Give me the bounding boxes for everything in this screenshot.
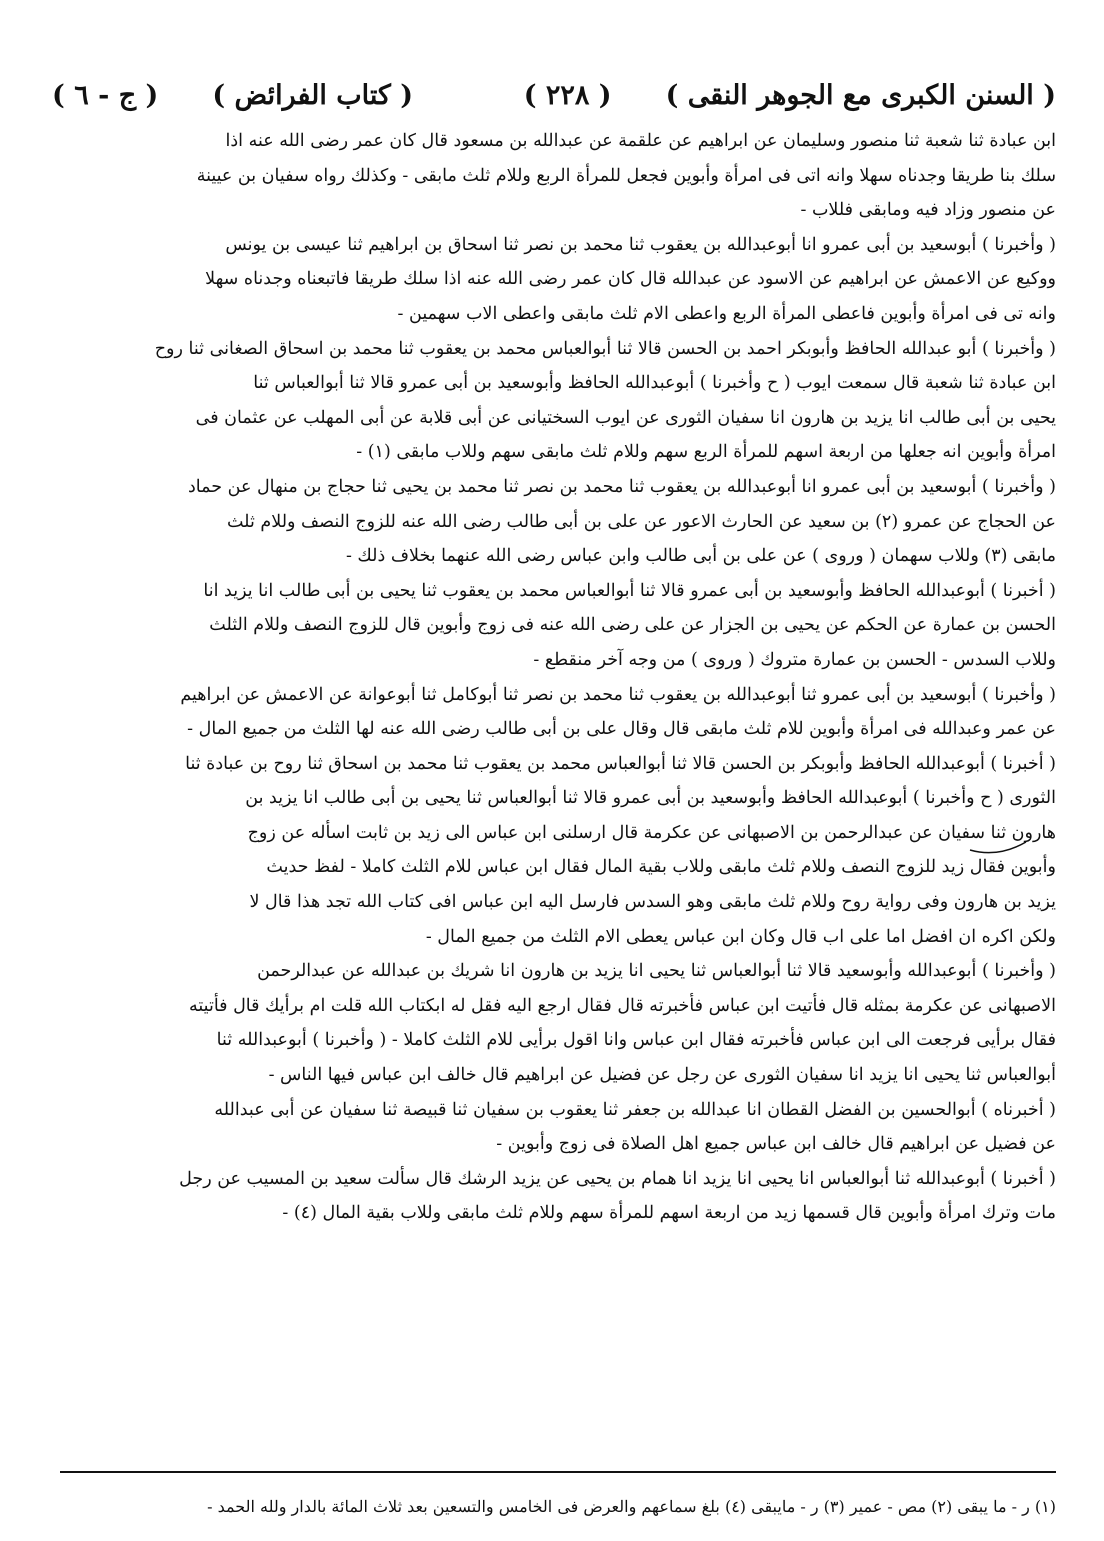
book-title: ( السنن الكبرى مع الجوهر النقى ) [665,79,1056,111]
text-line: مات وترك امرأة وأبوين قال قسمها زيد من اربعة اسهم للمرأة سهم وللام ثلث مابقى وللاب بقية المال (٤) - [282,1203,1056,1224]
text-line: ووكيع عن الاعمش عن ابراهيم عن الاسود عن عبدالله قال كان عمر رضى الله عنه اذا سلك طريقا فاتبعناه وجدناه سهلا [205,269,1056,290]
text-line: وأبوين فقال زيد للزوج النصف وللام ثلث مابقى وللاب بقية المال فقال ابن عباس للام الثلث كاملا - لفظ حديث [266,857,1056,878]
text-line: فقال برأيى فرجعت الى ابن عباس فأخبرته فقال ابن عباس وانا اقول برأيى للام الثلث كاملا - ( وأخبرنا ) أبوعبدالله ثنا [216,1030,1056,1051]
text-line: هارون ثنا سفيان عن عبدالرحمن بن الاصبهانى عن عكرمة قال ارسلنى ابن عباس الى زيد بن ثابت اسأله عن زوج [247,822,1056,843]
text-line: مابقى (٣) وللاب سهمان ( وروى ) عن على بن أبى طالب وابن عباس رضى الله عنهما بخلاف ذلك - [345,546,1056,567]
page-header [52,72,1056,118]
text-line: يزيد بن هارون وفى رواية روح وللام ثلث مابقى وهو السدس فارسل اليه ابن عباس افى كتاب الله تجد هذا قال لا [249,892,1056,913]
text-line: ( وأخبرنا ) أبوسعيد بن أبى عمرو انا أبوعبدالله بن يعقوب ثنا محمد بن نصر ثنا محمد بن يحيى ثنا حجاج بن منهال عن حماد [188,476,1056,497]
text-line: يحيى بن أبى طالب انا يزيد بن هارون انا سفيان الثورى عن ايوب السختيانى عن أبى قلابة عن أبى المهلب عن عثمان فى [195,407,1056,428]
text-line: أبوالعباس ثنا يحيى انا يزيد انا سفيان الثورى عن رجل عن فضيل عن ابراهيم قال خالف ابن عباس فيها الناس - [268,1065,1056,1086]
text-line: ( أخبرناه ) أبوالحسين بن الفضل القطان انا عبدالله بن جعفر ثنا يعقوب بن سفيان ثنا قبيصة ثنا سفيان عن أبى عبدالله [214,1099,1056,1120]
text-line: سلك بنا طريقا وجدناه سهلا وانه اتى فى امرأة وأبوين فجعل للمرأة الربع وللام ثلث مابقى - وكذلك رواه سفيان بن عيينة [196,165,1056,186]
text-line: الحسن بن عمارة عن الحكم عن يحيى بن الجزار عن على رضى الله عنه فى زوج وأبوين قال للزوج النصف وللام الثلث [209,615,1056,636]
text-line: الاصبهانى عن عكرمة بمثله قال فأتيت ابن عباس فأخبرته قال فقال ارجع اليه فقل له ابكتاب الله قلت ام برأيك قال فأتيته [189,995,1056,1016]
chapter-title: ( كتاب الفرائض ) [212,79,414,111]
text-line: وللاب السدس - الحسن بن عمارة متروك ( وروى ) من وجه آخر منقطع - [533,649,1056,670]
body-text [52,124,1056,1231]
text-line: ( وأخبرنا ) أبو عبدالله الحافظ وأبوبكر احمد بن الحسن قالا ثنا أبوالعباس محمد بن يعقوب ثنا محمد بن اسحاق الصغانى ثنا روح [154,338,1056,359]
margin-curve-mark [968,838,1028,856]
text-line: الثورى ( ح وأخبرنا ) أبوعبدالله الحافظ وأبوسعيد بن أبى عمرو قالا ثنا أبوالعباس ثنا يحيى بن أبى طالب انا يزيد بن [245,788,1056,809]
text-line: ابن عبادة ثنا شعبة ثنا منصور وسليمان عن ابراهيم عن علقمة عن عبدالله بن مسعود قال كان عمر رضى الله عنه اذا [225,131,1056,151]
text-line: عن عمر وعبدالله فى امرأة وأبوين للام ثلث مابقى قال وقال على بن أبى طالب رضى الله عنه لها الثلث من جميع المال - [187,719,1056,740]
text-line: ( أخبرنا ) أبوعبدالله الحافظ وأبوسعيد بن أبى عمرو قالا ثنا أبوالعباس محمد بن يعقوب ثنا يحيى بن أبى طالب انا يزيد انا [203,580,1056,601]
text-line: ( وأخبرنا ) أبوعبدالله وأبوسعيد قالا ثنا أبوالعباس ثنا يحيى انا يزيد بن هارون انا شريك بن عبدالله عن عبدالرحمن [257,961,1056,982]
text-line: عن الحجاج عن عمرو (٢) بن سعيد عن الحارث الاعور عن على بن أبى طالب رضى الله عنه للزوج النصف وللام ثلث [227,511,1056,532]
header-left-group [52,80,413,111]
text-line: وانه تى فى امرأة وأبوين فاعطى المرأة الربع واعطى الام ثلث مابقى واعطى الاب سهمين - [397,303,1056,324]
text-line: ( وأخبرنا ) أبوسعيد بن أبى عمرو انا أبوعبدالله بن يعقوب ثنا محمد بن نصر ثنا اسحاق بن ابراهيم ثنا عيسى بن يونس [225,234,1056,255]
text-line: عن منصور وزاد فيه ومابقى فللاب - [800,200,1056,221]
page-number: ( ٢٢٨ ) [523,79,612,111]
footnote-divider [60,1471,1056,1473]
text-line: ( أخبرنا ) أبوعبدالله ثنا أبوالعباس انا يحيى انا يزيد انا همام بن يحيى عن يزيد الرشك قال سألت سعيد بن المسيب عن رجل [179,1168,1056,1189]
text-line: ( وأخبرنا ) أبوسعيد بن أبى عمرو ثنا أبوعبدالله بن يعقوب ثنا محمد بن نصر ثنا أبوكامل ثنا أبوعوانة عن الاعمش عن ابراهيم [180,684,1056,705]
volume-number: ( ج - ٦ ) [52,79,159,111]
text-line: امرأة وأبوين انه جعلها من اربعة اسهم للمرأة الربع سهم وللام ثلث مابقى سهم وللاب مابقى (١) - [356,442,1056,463]
text-line: ( أخبرنا ) أبوعبدالله الحافظ وأبوبكر بن الحسن قالا ثنا أبوالعباس محمد بن يعقوب ثنا محمد بن اسحاق ثنا روح بن عبادة ثنا [185,753,1056,774]
footnotes: (١) ر - ما يبقى (٢) مص - عمير (٣) ر - مايبقى (٤) بلغ سماعهم والعرض فى الخامس والتسعين بعد ثلاث المائة بالدار ولله الحمد - [207,1497,1056,1516]
text-line: ابن عبادة ثنا شعبة قال سمعت ايوب ( ح وأخبرنا ) أبوعبدالله الحافظ وأبوسعيد بن أبى عمرو قالا ثنا أبوالعباس ثنا [253,373,1056,394]
text-line: عن فضيل عن ابراهيم قال خالف ابن عباس جميع اهل الصلاة فى زوج وأبوين - [496,1134,1056,1155]
text-line: ولكن اكره ان افضل اما على اب قال وكان ابن عباس يعطى الام الثلث من جميع المال - [425,926,1056,947]
header-right-group [524,80,1056,111]
